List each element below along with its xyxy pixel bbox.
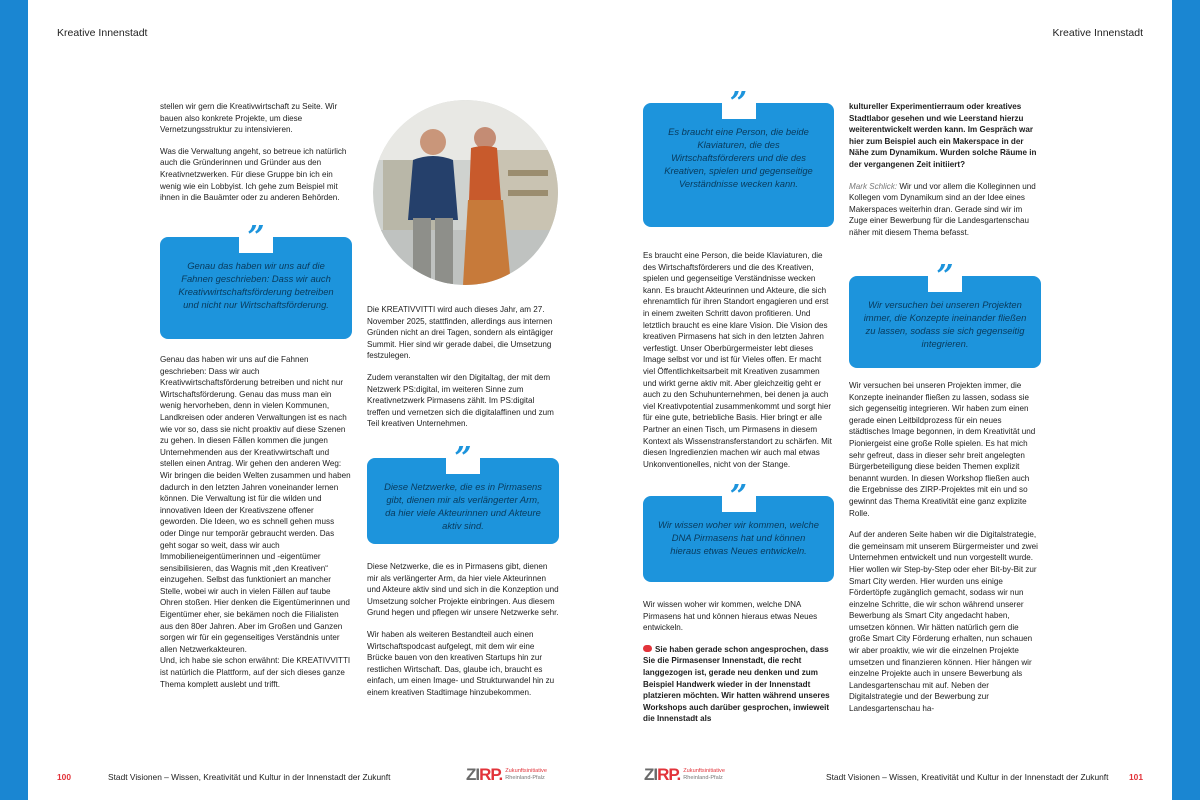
zirp-logo: ZIRP. Zukunftsinitiative Rheinland-Pfalz <box>466 765 547 784</box>
zirp-logo: ZIRP. Zukunftsinitiative Rheinland-Pfalz <box>644 765 725 784</box>
left-edge-bar <box>0 0 28 800</box>
pull-quote-1 <box>160 220 352 339</box>
portrait-photo <box>373 100 558 285</box>
left-column-2b <box>367 561 559 709</box>
paragraph: Genau das haben wir uns auf die Fahnen geschrieben: Dass wir auch Kreativwirtschaftsförderung betreiben und nicht nur Wirtschaftsförderung. Genau das muss man ein wenig hervorheben, denn in vielen Kommunen, Landkreisen oder anderen Verwaltungen ist es nach wie vor so, dass sie nicht proaktiv auf diese Szenen zu gehen. In diesen Fällen kommen die jungen Unternehmenden aus der Kreativwirtschaft und stellen einen Antrag. Wir gehen den anderen Weg: Wir bringen die beiden Welten zusammen und haben dadurch in den letzten Jahren voneinander lernen können. Die Verwaltung ist für die wilden und innovativen Ideen der Kreativszene offener geworden. Die Ideen, wo es schnell gehen muss oder Dinge nur temporär gebraucht werden. Das geht sogar so weit, dass wir auch Immobilieneigentümerinnen und -eigentümer sensibilisieren, das Wagnis mit „den Kreativen“ einzugehen. Selbst das funktioniert an mancher Stelle, wobei wir auch in vielen Fällen auf taube Ohren stoßen. Hier denken die Eigentümerinnen und Eigentümer eher, sie bekämen noch die Filialisten aus den 80er Jahren. Aber im Großen und Ganzen sorgen wir für ein gegenseitiges Verständnis unter allen Netzwerkakteuren. <box>160 355 351 654</box>
quote-icon: ” <box>722 482 756 512</box>
right-edge-bar <box>1172 0 1200 800</box>
pull-quote-text: Wir versuchen bei unseren Projekten immer, die Konzepte ineinander fließen zu lassen, sodass sie sich gegenseitig integrieren. <box>863 299 1027 349</box>
left-column-1 <box>160 101 352 214</box>
pull-quote-4 <box>643 479 834 582</box>
pull-quote-5 <box>849 259 1041 368</box>
interview-question-continued: kultureller Experimentierraum oder kreatives Stadtlabor gesehen und wie Leerstand hierzu weiterentwickelt werden kann. Im Gespräch war hier zum Beispiel auch ein Makerspace in der Nähe zum Dynamikum. Wurden solche Räume in der vergangenen Zeit initiiert? <box>849 102 1037 169</box>
running-title-right: Kreative Innenstadt <box>1052 27 1143 39</box>
footer-title: Stadt Visionen – Wissen, Kreativität und Kultur in der Innenstadt der Zukunft <box>826 772 1109 782</box>
paragraph: Auf der anderen Seite haben wir die Digitalstrategie, die gemeinsam mit unserem Bürgermeister und zwei Unternehmen entwickelt und nun vorgestellt wurde. Hier wollen wir Step-by-Step oder eher Bit-by-Bit zur Smart City werden. Hier wurden uns einige Fördertöpfe zugänglich gemacht, sodass wir nun einzelne Schritte, die wir schon während unserer Bewerbung als Smart City angedacht haben, umsetzen können. Wir hätten natürlich gern die große Smart City Förderung erhalten, nun schauen wir aber proaktiv, wie wir die einzelnen Projekte umsetzen und finanzieren können. Hier hängen wir einzelne Projekte auch in unsere Bewerbung als Landesgartenschau mit auf. Neben der Digitalstrategie und der Bewerbung zur Landesgartenschau ha- <box>849 530 1038 714</box>
running-title-left: Kreative Innenstadt <box>57 27 148 39</box>
left-column-2 <box>367 304 559 440</box>
interview-question: Sie haben gerade schon angesprochen, dass Sie die Pirmasenser Innenstadt, die recht langgezogen ist, gerade neu denken und zum Beispiel Handwerk wieder in der Innenstadt platzieren möchten. Wir hatten während unseres Workshops auch darüber gesprochen, inwieweit die Innenstadt als <box>643 644 830 724</box>
pull-quote-text: Genau das haben wir uns auf die Fahnen geschrieben: Dass wir auch Kreativwirtschaftsförderung betreiben und nicht nur Wirtschaftsförderung. <box>178 260 334 310</box>
paragraph: Wir versuchen bei unseren Projekten immer, die Konzepte ineinander fließen zu lassen, sodass sie sich gegenseitig integrieren. Wir haben zum einen gerade einen Leitbildprozess für ein neues städtisches Image begonnen, in dem Kreativität und Pioniergeist eine große Rolle spielen. Es hat mich sehr gefreut, dass in dieser sehr breit angelegten Bürgerbeteiligung diese beiden Themen explizit benannt wurden. In diesen Workshop fließen auch die Ergebnisse des ZIRP-Projektes mit ein und so gewinnt das Thema Kreativität eine ganz explizite Rolle. <box>849 381 1036 518</box>
quote-icon: ” <box>446 444 480 474</box>
paragraph: Wir haben als weiteren Bestandteil auch einen Wirtschaftspodcast aufgelegt, mit dem wir eine Brücke bauen von den kreativen Startups hin zur restlichen Wirtschaft. Das, glaube ich, braucht es einfach, um einen Image- und Strukturwandel hin zu einem kreativen Stadtimage hinzubekommen. <box>367 629 555 697</box>
pull-quote-3 <box>643 86 834 227</box>
paragraph: Es braucht eine Person, die beide Klaviaturen, die des Wirtschaftsförderers und die des Kreativen, spielen und gegenseitige Verständnisse wecken kann. Es braucht Akteurinnen und Akteure, die sich ehrenamtlich für ihren Standort engagieren und erst in einem zweiten Schritt davon profitieren. Und letztlich braucht es eine klare Vision. Die Vision des kreativen Pirmasens hat sich in den letzten Jahren verfestigt. Unser Oberbürgermeister lebt dieses Image selbst vor und ist für Vieles offen. Er macht viel Öffentlichkeitsarbeit mit Kreativen zusammen und wirkt gerne aktiv mit. Aber gleichzeitig geht er auch zu den Schuhunternehmen, bei denen ja auch viel Kreativpotential zusammenkommt und sorgt hier für eine gute, betriebliche Basis. Hier bringt er alle Partner an einen Tisch, um Pirmasens in diesem Kontext als Wissenstransferstandort zu schärfen. Mit diesen Ingredienzien machen wir auch mal etwas Unkonventionelles, nicht von der Stange. <box>643 251 832 469</box>
paragraph: stellen wir gern die Kreativwirtschaft zu Seite. Wir bauen also konkrete Projekte, um diese Vernetzungsstruktur zu intensivieren. <box>160 102 338 135</box>
paragraph: Die KREATIVVITTI wird auch dieses Jahr, am 27. November 2025, stattfinden, allerdings aus internen Gründen nicht an drei Tagen, sondern als eintägiger Summit. Hier sind wir gerade dabei, die Umsetzung festzulegen. <box>367 305 554 361</box>
paragraph: Diese Netzwerke, die es in Pirmasens gibt, dienen mir als verlängerter Arm, da hier viele Akteurinnen und Akteure aktiv sind und sich in die Konzeption und Umsetzung solcher Projekte einbringen. Aus diesem Grund hegen und pflegen wir unsere Netzwerke sehr. <box>367 562 559 618</box>
right-column-2b <box>849 380 1041 725</box>
chat-icon <box>643 645 652 652</box>
paragraph: Was die Verwaltung angeht, so betreue ich natürlich auch die Gründerinnen und Gründer aus den Kreativnetzwerken. Für diese Gruppe bin ich ein wenig wie ein Lobbyist. Ich gehe zum Beispiel mit ihnen in die Bauämter oder zu anderen Behörden. <box>160 146 347 203</box>
quote-icon: ” <box>239 223 273 253</box>
speaker-name: Mark Schlick: <box>849 181 898 191</box>
pull-quote-text: Es braucht eine Person, die beide Klaviaturen, die des Wirtschaftsförderers und die des Kreativen, spielen und gegenseitige Verständnisse wecken kann. <box>664 126 813 189</box>
footer-page-number: 100 <box>57 772 71 782</box>
right-column-1 <box>643 250 834 480</box>
quote-icon: ” <box>928 262 962 292</box>
footer-page-number: 101 <box>1129 772 1143 782</box>
right-column-1b <box>643 599 834 735</box>
paragraph: Zudem veranstalten wir den Digitaltag, der mit dem Netzwerk PS:digital, im weiteren Sinne zum Kreativnetzwerk Pirmasens zählt. Im PS:digital treffen und vernetzen sich die digitalaffinen und zum Teil kreativen Unternehmen. <box>367 372 554 429</box>
right-column-2 <box>849 101 1041 249</box>
paragraph: Und, ich habe sie schon erwähnt: Die KREATIVVITTI ist natürlich die Plattform, auf der sich dieses ganze Thema komplett auslebt und trifft. <box>160 656 351 689</box>
quote-icon: ” <box>722 89 756 119</box>
footer-title: Stadt Visionen – Wissen, Kreativität und Kultur in der Innenstadt der Zukunft <box>108 772 391 782</box>
pull-quote-2 <box>367 441 559 544</box>
paragraph: Wir wissen woher wir kommen, welche DNA Pirmasens hat und können hieraus etwas Neues entwickeln. <box>643 600 818 633</box>
left-column-1b <box>160 354 352 700</box>
pull-quote-text: Diese Netzwerke, die es in Pirmasens gibt, dienen mir als verlängerter Arm, da hier viele Akteurinnen und Akteure aktiv sind. <box>384 481 542 531</box>
pull-quote-text: Wir wissen woher wir kommen, welche DNA Pirmasens hat und können hieraus etwas Neues entwickeln. <box>658 519 819 556</box>
interview-answer: Mark Schlick: Wir und vor allem die Kolleginnen und Kollegen vom Dynamikum sind an der Idee eines Makerspaces weiterhin dran. Gerade sind wir im Zuge einer Bewerbung für die Landesgartenschau näher mit diesem Thema befasst. <box>849 181 1036 237</box>
right-page <box>600 0 1200 800</box>
